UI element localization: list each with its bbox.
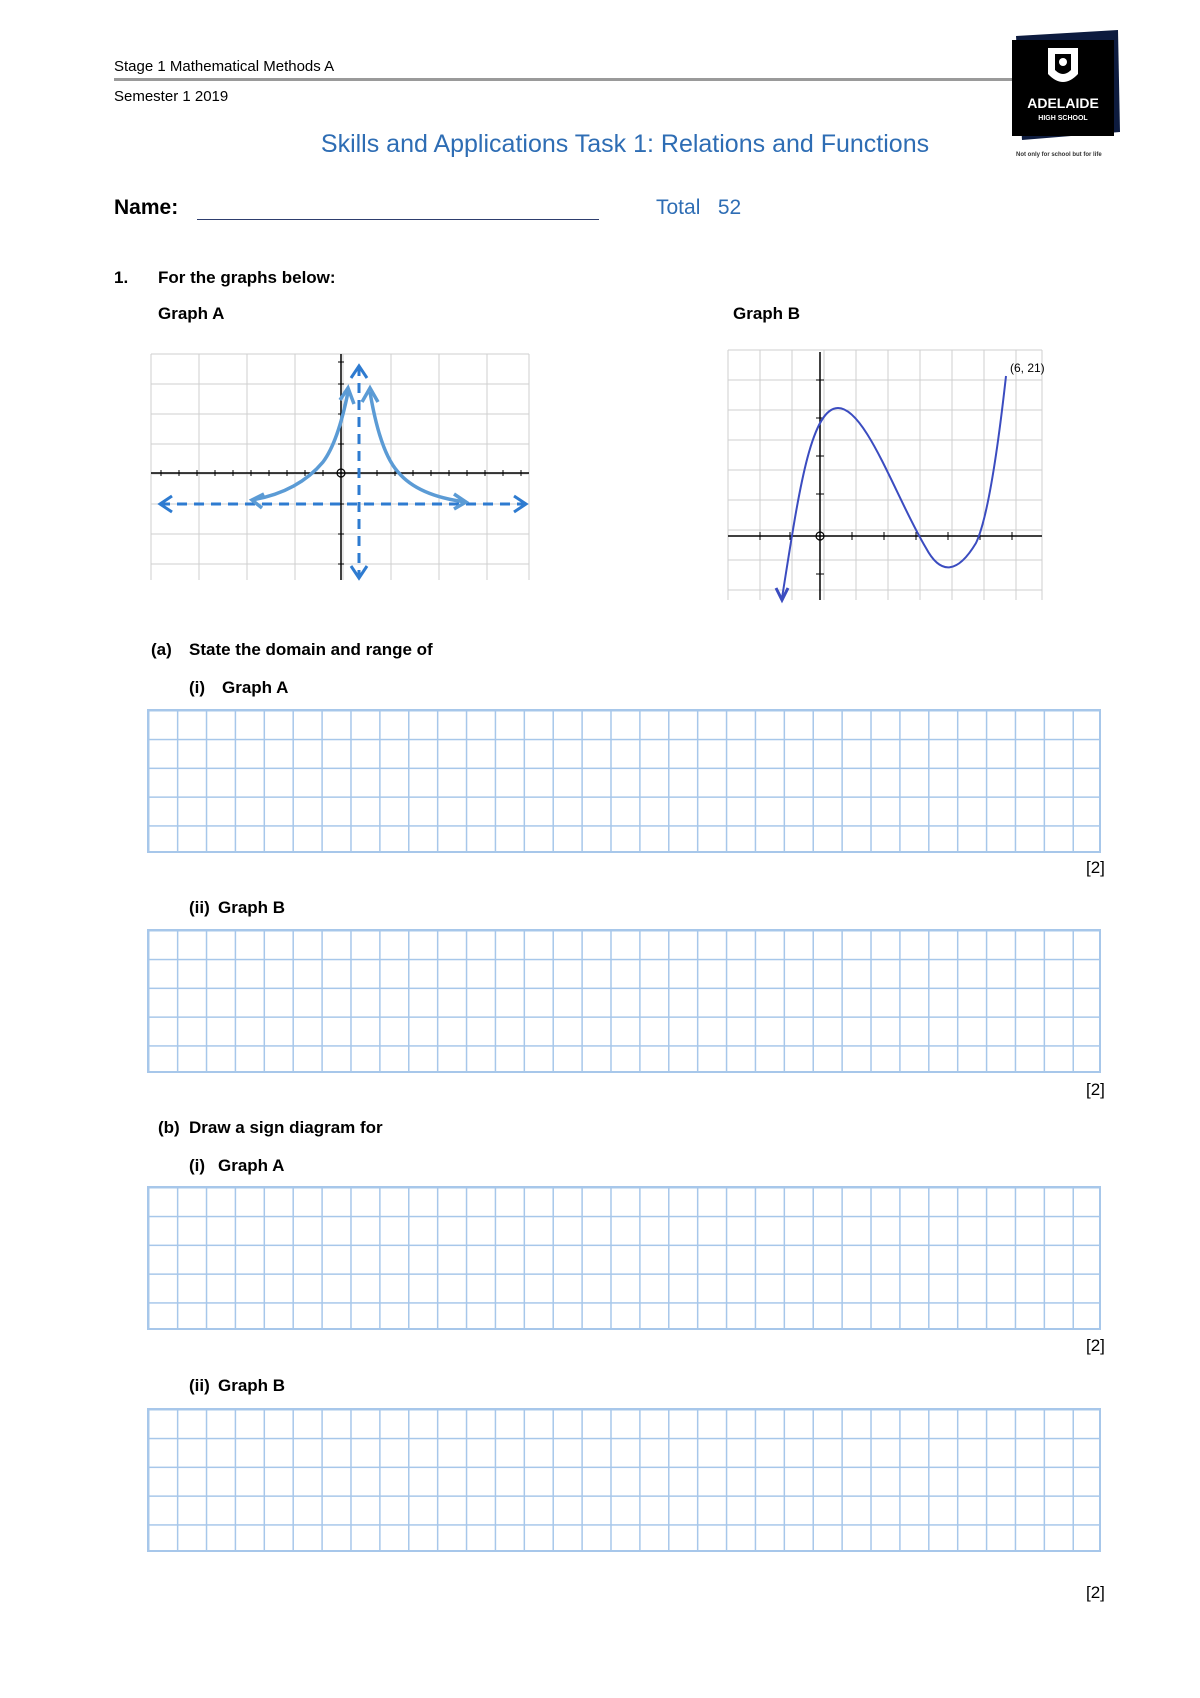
page-title: Skills and Applications Task 1: Relations and Functions <box>320 130 930 158</box>
part-b-label: (b) <box>158 1118 180 1137</box>
marks-a-ii: [2] <box>1086 1080 1105 1099</box>
total-label: Total <box>656 196 701 219</box>
part-b-text: Draw a sign diagram for <box>189 1118 383 1137</box>
semester-label: Semester 1 2019 <box>114 88 229 105</box>
logo-school-sub: HIGH SCHOOL <box>1038 115 1088 122</box>
graph-a-label: Graph A <box>158 304 225 323</box>
graph-b-label: Graph B <box>733 304 801 323</box>
answer-grid-a-ii[interactable] <box>147 929 1101 1073</box>
answer-grid-b-i[interactable] <box>147 1186 1101 1330</box>
part-a-i-graph: Graph A <box>222 678 289 697</box>
graph-b-point-label: (6, 21) <box>1010 361 1045 375</box>
part-b-ii-label: (ii) <box>189 1376 210 1395</box>
name-label: Name: <box>114 196 179 219</box>
school-tagline: Not only for school but for life <box>1016 152 1102 158</box>
header-rule <box>114 78 1014 81</box>
question-text: For the graphs below: <box>158 268 336 287</box>
part-a-label: (a) <box>151 640 172 659</box>
answer-grid-a-i[interactable] <box>147 709 1101 853</box>
question-number: 1. <box>114 268 129 287</box>
total-marks <box>656 196 741 220</box>
marks-b-ii: [2] <box>1086 1583 1105 1602</box>
part-b-ii-graph: Graph B <box>218 1376 286 1395</box>
marks-a-i: [2] <box>1086 858 1105 877</box>
marks-b-i: [2] <box>1086 1336 1105 1355</box>
part-a-ii-label: (ii) <box>189 898 210 917</box>
part-a-text: State the domain and range of <box>189 640 433 659</box>
total-value: 52 <box>717 196 742 219</box>
graph-a <box>148 352 533 587</box>
name-field[interactable] <box>197 219 599 220</box>
course-title: Stage 1 Mathematical Methods A <box>114 58 335 75</box>
school-logo <box>1008 30 1120 140</box>
part-a-i-label: (i) <box>189 678 206 697</box>
logo-school-name: ADELAIDE <box>1027 95 1099 111</box>
answer-grid-b-ii[interactable] <box>147 1408 1101 1552</box>
part-b-i-label: (i) <box>189 1156 206 1175</box>
part-a-ii-graph: Graph B <box>218 898 286 917</box>
part-b-i-graph: Graph A <box>218 1156 285 1175</box>
graph-b <box>726 348 1046 613</box>
